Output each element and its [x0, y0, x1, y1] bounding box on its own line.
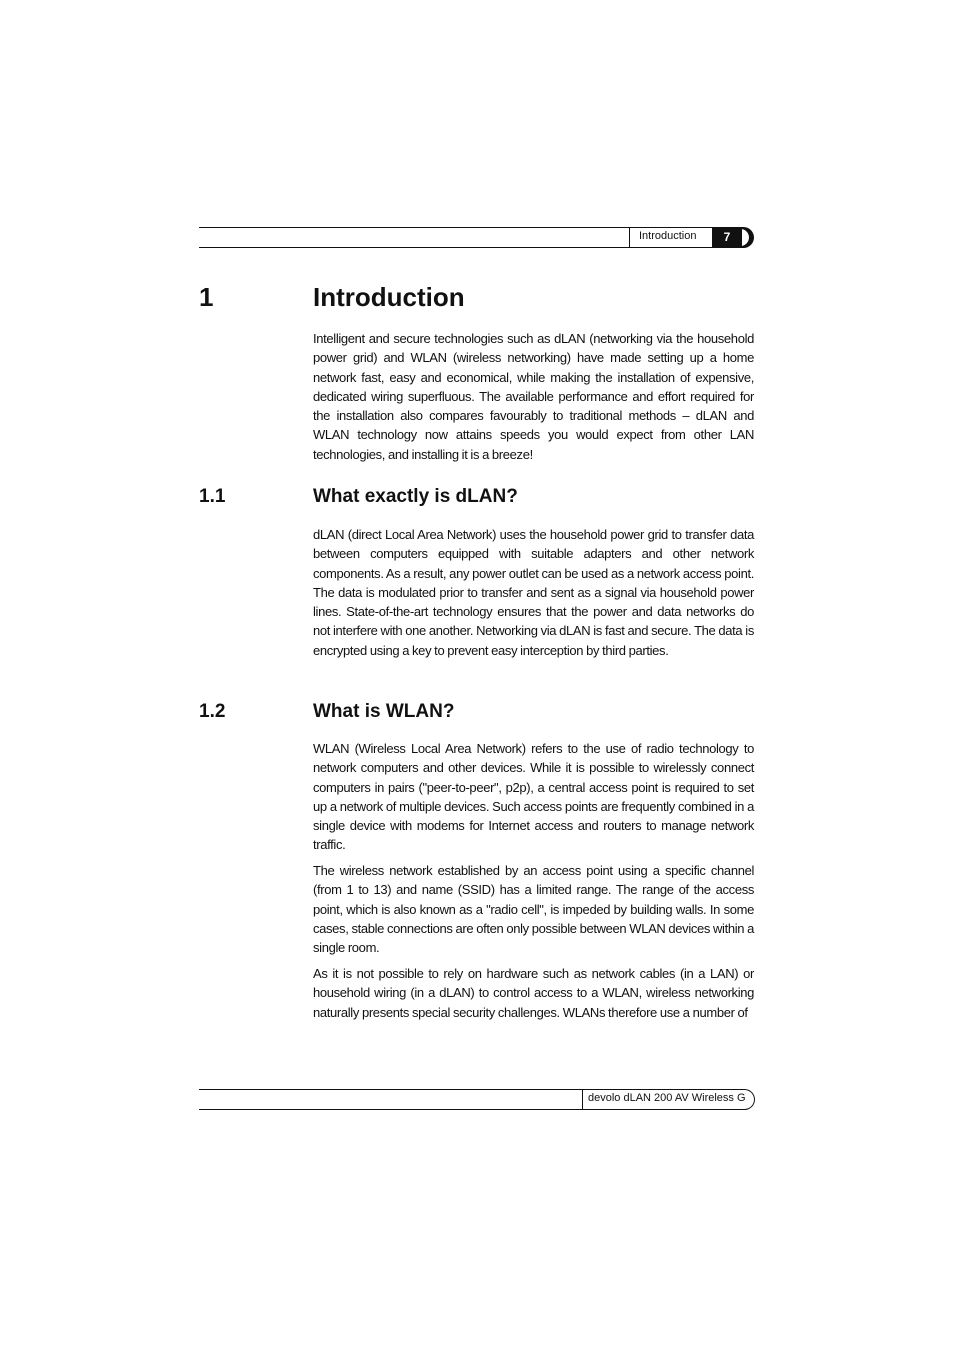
page-footer — [199, 1089, 755, 1111]
page-number: 7 — [712, 227, 742, 248]
header-divider — [629, 227, 630, 248]
section-number: 1.1 — [199, 486, 226, 507]
section-1-2-paragraph-3: As it is not possible to rely on hardware such as network cables (in a LAN) or household wiring (in a dLAN) to control access to a WLAN, wireless networking naturally presents special security challenges. WLANs therefore use a number of — [313, 966, 754, 1020]
header-bottom-rule — [199, 247, 741, 248]
footer-end-cap — [737, 1089, 755, 1110]
section-1-1-paragraph: dLAN (direct Local Area Network) uses the household power grid to transfer data between computers equipped with suitable adapters and other network components. As a result, any power outlet can be used as a network access point. The data is modulated prior to transfer and sent as a signal via household power lines. State-of-the-art technology ensures that the power and data networks do not interfere with one another. Networking via dLAN is fast and secure. The data is encrypted using a key to prevent easy interception by third parties. — [313, 527, 754, 658]
footer-bottom-rule — [199, 1109, 741, 1110]
chapter-title: Introduction — [313, 282, 465, 312]
chapter-number: 1 — [199, 282, 214, 312]
section-title: What exactly is dLAN? — [313, 486, 518, 507]
section-title: What is WLAN? — [313, 701, 455, 722]
header-top-rule — [199, 227, 741, 228]
footer-top-rule — [199, 1089, 741, 1090]
section-number: 1.2 — [199, 701, 226, 722]
section-1-2-paragraph-1: WLAN (Wireless Local Area Network) refers to the use of radio technology to network computers and other devices. While it is possible to wirelessly connect computers in pairs ("peer-to-peer", p2p), a central access point is required to set up a network of multiple devices. Such access points are frequently combined in a single device with modems for Internet access and routers to manage network traffic. — [313, 741, 754, 853]
header-section-label: Introduction — [639, 230, 697, 242]
footer-divider — [582, 1089, 583, 1110]
chapter-intro-paragraph: Intelligent and secure technologies such as dLAN (networking via the household power grid) and WLAN (wireless networking) have made setting up a home network fast, easy and economical, while making the installation of expensive, dedicated wiring superfluous. The available performance and effort required for the installation also compares favourably to traditional methods – dLAN and WLAN technology now attains speeds you would expect from other LAN technologies, and installing it is a breeze! — [313, 331, 754, 462]
page-header — [199, 227, 755, 249]
section-1-2-paragraph-2: The wireless network established by an access point using a specific channel (from 1 to 13) and name (SSID) has a limited range. The range of the access point, which is also known as a "radio cell", is impeded by building walls. In some cases, stable connections are often only possible between WLAN devices within a single room. — [313, 863, 754, 956]
footer-product-label: devolo dLAN 200 AV Wireless G — [588, 1092, 746, 1104]
